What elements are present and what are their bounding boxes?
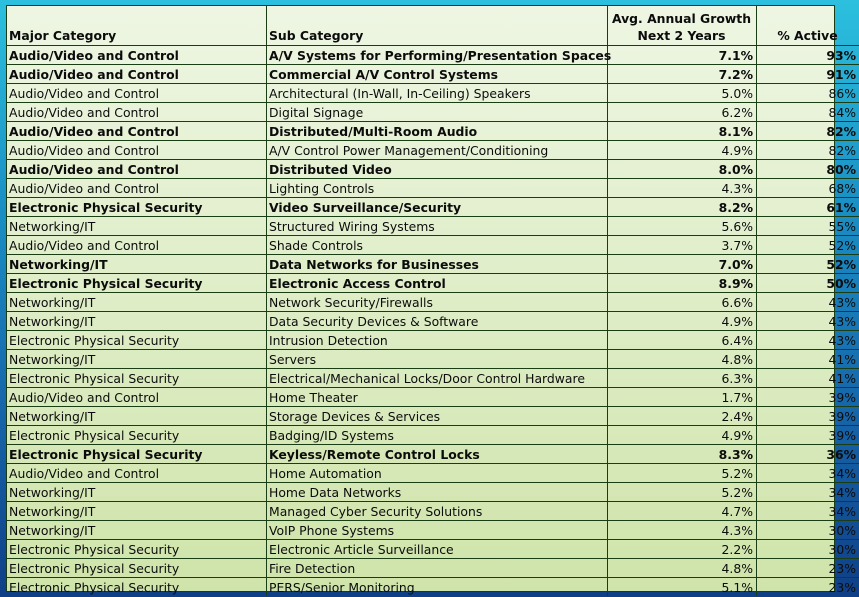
table-row xyxy=(7,46,859,65)
sub-category-cell: Home Theater xyxy=(267,388,608,407)
percent-active-cell: 43% xyxy=(757,312,859,331)
header-major-category: Major Category xyxy=(7,6,267,46)
percent-active-cell: 34% xyxy=(757,464,859,483)
percent-active-cell: 36% xyxy=(757,445,859,464)
sub-category-cell: Servers xyxy=(267,350,608,369)
sub-category-cell: Home Data Networks xyxy=(267,483,608,502)
sub-category-cell: Lighting Controls xyxy=(267,179,608,198)
sub-category-cell: Managed Cyber Security Solutions xyxy=(267,502,608,521)
table-row xyxy=(7,217,859,236)
sub-category-cell: Home Automation xyxy=(267,464,608,483)
percent-active-cell: 93% xyxy=(757,46,859,65)
major-category-cell: Electronic Physical Security xyxy=(7,445,267,464)
table-row xyxy=(7,274,859,293)
percent-active-cell: 61% xyxy=(757,198,859,217)
avg-growth-cell: 6.4% xyxy=(608,331,757,350)
percent-active-cell: 82% xyxy=(757,141,859,160)
avg-growth-cell: 7.0% xyxy=(608,255,757,274)
sub-category-cell: Digital Signage xyxy=(267,103,608,122)
table-row xyxy=(7,198,859,217)
avg-growth-cell: 4.9% xyxy=(608,312,757,331)
table-row xyxy=(7,84,859,103)
header-row xyxy=(7,6,859,46)
major-category-cell: Audio/Video and Control xyxy=(7,160,267,179)
avg-growth-cell: 4.9% xyxy=(608,426,757,445)
major-category-cell: Electronic Physical Security xyxy=(7,540,267,559)
header-avg-growth xyxy=(608,6,757,46)
table-row xyxy=(7,369,859,388)
percent-active-cell: 39% xyxy=(757,388,859,407)
avg-growth-cell: 3.7% xyxy=(608,236,757,255)
growth-table xyxy=(7,6,859,596)
table-body xyxy=(7,46,859,597)
major-category-cell: Networking/IT xyxy=(7,521,267,540)
table-row xyxy=(7,445,859,464)
major-category-cell: Audio/Video and Control xyxy=(7,103,267,122)
table-row xyxy=(7,179,859,198)
table-row xyxy=(7,350,859,369)
table-row xyxy=(7,521,859,540)
table-row xyxy=(7,426,859,445)
percent-active-cell: 39% xyxy=(757,407,859,426)
avg-growth-cell: 5.1% xyxy=(608,578,757,597)
sub-category-cell: Fire Detection xyxy=(267,559,608,578)
percent-active-cell: 86% xyxy=(757,84,859,103)
major-category-cell: Electronic Physical Security xyxy=(7,559,267,578)
table-row xyxy=(7,312,859,331)
avg-growth-cell: 6.2% xyxy=(608,103,757,122)
percent-active-cell: 23% xyxy=(757,559,859,578)
major-category-cell: Networking/IT xyxy=(7,483,267,502)
major-category-cell: Electronic Physical Security xyxy=(7,331,267,350)
table-row xyxy=(7,122,859,141)
table-row xyxy=(7,141,859,160)
table-row xyxy=(7,236,859,255)
major-category-cell: Audio/Video and Control xyxy=(7,46,267,65)
major-category-cell: Electronic Physical Security xyxy=(7,578,267,597)
major-category-cell: Audio/Video and Control xyxy=(7,65,267,84)
avg-growth-cell: 5.0% xyxy=(608,84,757,103)
percent-active-cell: 43% xyxy=(757,293,859,312)
sub-category-cell: Storage Devices & Services xyxy=(267,407,608,426)
major-category-cell: Audio/Video and Control xyxy=(7,122,267,141)
percent-active-cell: 39% xyxy=(757,426,859,445)
header-avg-growth-line1: Avg. Annual Growth xyxy=(611,11,752,26)
percent-active-cell: 30% xyxy=(757,521,859,540)
avg-growth-cell: 2.4% xyxy=(608,407,757,426)
percent-active-cell: 43% xyxy=(757,331,859,350)
major-category-cell: Networking/IT xyxy=(7,350,267,369)
percent-active-cell: 82% xyxy=(757,122,859,141)
table-row xyxy=(7,540,859,559)
avg-growth-cell: 6.3% xyxy=(608,369,757,388)
major-category-cell: Networking/IT xyxy=(7,502,267,521)
sub-category-cell: Structured Wiring Systems xyxy=(267,217,608,236)
avg-growth-cell: 5.2% xyxy=(608,483,757,502)
avg-growth-cell: 4.3% xyxy=(608,521,757,540)
table-row xyxy=(7,502,859,521)
avg-growth-cell: 8.0% xyxy=(608,160,757,179)
major-category-cell: Networking/IT xyxy=(7,312,267,331)
major-category-cell: Electronic Physical Security xyxy=(7,274,267,293)
table-row xyxy=(7,331,859,350)
sub-category-cell: Electronic Access Control xyxy=(267,274,608,293)
sub-category-cell: Data Security Devices & Software xyxy=(267,312,608,331)
avg-growth-cell: 1.7% xyxy=(608,388,757,407)
percent-active-cell: 41% xyxy=(757,350,859,369)
avg-growth-cell: 5.2% xyxy=(608,464,757,483)
sub-category-cell: Electronic Article Surveillance xyxy=(267,540,608,559)
header-sub-category: Sub Category xyxy=(267,6,608,46)
percent-active-cell: 68% xyxy=(757,179,859,198)
sub-category-cell: A/V Systems for Performing/Presentation Spaces xyxy=(267,46,608,65)
percent-active-cell: 30% xyxy=(757,540,859,559)
avg-growth-cell: 6.6% xyxy=(608,293,757,312)
avg-growth-cell: 7.2% xyxy=(608,65,757,84)
major-category-cell: Audio/Video and Control xyxy=(7,141,267,160)
table-row xyxy=(7,407,859,426)
avg-growth-cell: 8.9% xyxy=(608,274,757,293)
major-category-cell: Electronic Physical Security xyxy=(7,198,267,217)
avg-growth-cell: 4.8% xyxy=(608,559,757,578)
avg-growth-cell: 4.7% xyxy=(608,502,757,521)
major-category-cell: Networking/IT xyxy=(7,255,267,274)
table-row xyxy=(7,293,859,312)
sub-category-cell: Intrusion Detection xyxy=(267,331,608,350)
data-table-container xyxy=(6,5,856,595)
table-row xyxy=(7,464,859,483)
avg-growth-cell: 2.2% xyxy=(608,540,757,559)
sub-category-cell: Network Security/Firewalls xyxy=(267,293,608,312)
percent-active-cell: 84% xyxy=(757,103,859,122)
sub-category-cell: Video Surveillance/Security xyxy=(267,198,608,217)
sub-category-cell: Commercial A/V Control Systems xyxy=(267,65,608,84)
major-category-cell: Audio/Video and Control xyxy=(7,84,267,103)
percent-active-cell: 52% xyxy=(757,255,859,274)
table-row xyxy=(7,103,859,122)
table-row xyxy=(7,578,859,597)
sub-category-cell: Keyless/Remote Control Locks xyxy=(267,445,608,464)
header-avg-growth-line2: Next 2 Years xyxy=(637,28,726,43)
table-row xyxy=(7,559,859,578)
major-category-cell: Electronic Physical Security xyxy=(7,426,267,445)
avg-growth-cell: 5.6% xyxy=(608,217,757,236)
major-category-cell: Electronic Physical Security xyxy=(7,369,267,388)
percent-active-cell: 23% xyxy=(757,578,859,597)
percent-active-cell: 50% xyxy=(757,274,859,293)
table-row xyxy=(7,255,859,274)
sub-category-cell: Electrical/Mechanical Locks/Door Control Hardware xyxy=(267,369,608,388)
major-category-cell: Audio/Video and Control xyxy=(7,179,267,198)
table-row xyxy=(7,160,859,179)
percent-active-cell: 91% xyxy=(757,65,859,84)
sub-category-cell: Architectural (In-Wall, In-Ceiling) Speakers xyxy=(267,84,608,103)
table-row xyxy=(7,483,859,502)
sub-category-cell: Data Networks for Businesses xyxy=(267,255,608,274)
major-category-cell: Audio/Video and Control xyxy=(7,464,267,483)
avg-growth-cell: 8.2% xyxy=(608,198,757,217)
percent-active-cell: 80% xyxy=(757,160,859,179)
avg-growth-cell: 7.1% xyxy=(608,46,757,65)
sub-category-cell: Badging/ID Systems xyxy=(267,426,608,445)
avg-growth-cell: 4.8% xyxy=(608,350,757,369)
major-category-cell: Networking/IT xyxy=(7,407,267,426)
table-row xyxy=(7,388,859,407)
percent-active-cell: 34% xyxy=(757,502,859,521)
sub-category-cell: Shade Controls xyxy=(267,236,608,255)
table-row xyxy=(7,65,859,84)
sub-category-cell: VoIP Phone Systems xyxy=(267,521,608,540)
sub-category-cell: PERS/Senior Monitoring xyxy=(267,578,608,597)
avg-growth-cell: 8.3% xyxy=(608,445,757,464)
percent-active-cell: 52% xyxy=(757,236,859,255)
percent-active-cell: 55% xyxy=(757,217,859,236)
sub-category-cell: A/V Control Power Management/Conditioning xyxy=(267,141,608,160)
sub-category-cell: Distributed Video xyxy=(267,160,608,179)
avg-growth-cell: 8.1% xyxy=(608,122,757,141)
sub-category-cell: Distributed/Multi-Room Audio xyxy=(267,122,608,141)
percent-active-cell: 34% xyxy=(757,483,859,502)
percent-active-cell: 41% xyxy=(757,369,859,388)
avg-growth-cell: 4.9% xyxy=(608,141,757,160)
header-percent-active: % Active xyxy=(777,28,838,43)
major-category-cell: Audio/Video and Control xyxy=(7,388,267,407)
major-category-cell: Audio/Video and Control xyxy=(7,236,267,255)
major-category-cell: Networking/IT xyxy=(7,293,267,312)
avg-growth-cell: 4.3% xyxy=(608,179,757,198)
major-category-cell: Networking/IT xyxy=(7,217,267,236)
